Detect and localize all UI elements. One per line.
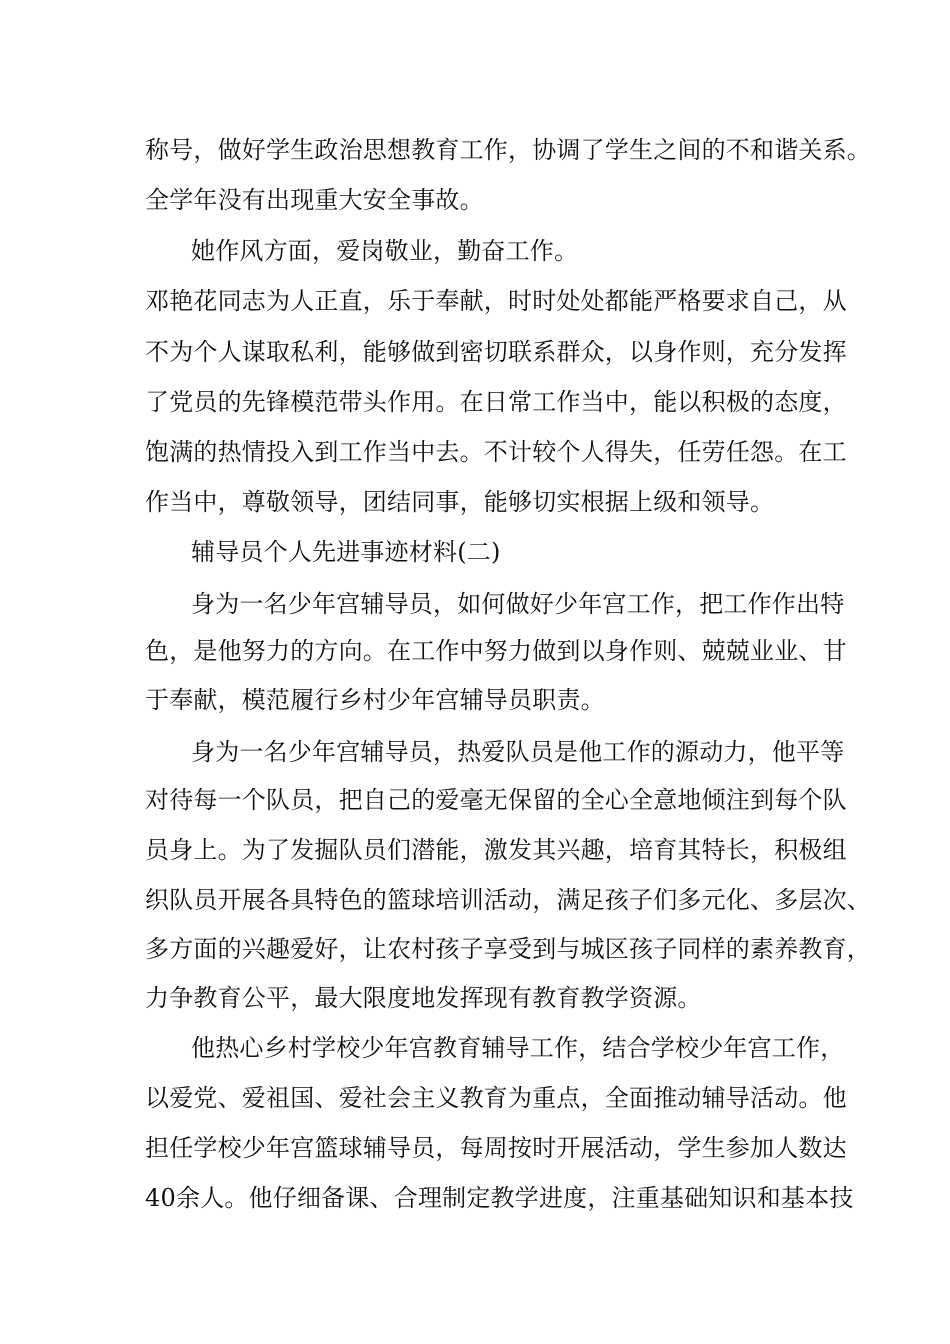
text-line: 织队员开展各具特色的篮球培训活动，满足孩子们多元化、多层次、 xyxy=(145,886,871,914)
text-line: 色，是他努力的方向。在工作中努力做到以身作则、兢兢业业、甘 xyxy=(145,637,847,665)
text-line: 以爱党、爱祖国、爱社会主义教育为重点，全面推动辅导活动。他 xyxy=(145,1084,847,1112)
text-line: 身为一名少年宫辅导员，如何做好少年宫工作，把工作作出特 xyxy=(191,590,845,618)
text-line: 担任学校少年宫篮球辅导员，每周按时开展活动，学生参加人数达 xyxy=(145,1134,847,1162)
text-line: 了党员的先锋模范带头作用。在日常工作当中，能以积极的态度， xyxy=(145,388,847,416)
text-line: 身为一名少年宫辅导员，热爱队员是他工作的源动力，他平等 xyxy=(191,738,845,766)
text-line: 不为个人谋取私利，能够做到密切联系群众，以身作则，充分发挥 xyxy=(145,338,847,366)
text-line: 称号，做好学生政治思想教育工作，协调了学生之间的不和谐关系。 xyxy=(145,136,871,164)
text-line: 于奉献，模范履行乡村少年宫辅导员职责。 xyxy=(145,686,605,714)
text-line: 对待每一个队员，把自己的爱毫无保留的全心全意地倾注到每个队 xyxy=(145,786,847,814)
text-line: 作当中，尊敬领导，团结同事，能够切实根据上级和领导。 xyxy=(145,488,775,516)
text-line: 40余人。他仔细备课、合理制定教学进度，注重基础知识和基本技 xyxy=(145,1184,854,1212)
text-line: 多方面的兴趣爱好，让农村孩子享受到与城区孩子同样的素养教育， xyxy=(145,935,871,963)
text-line: 全学年没有出现重大安全事故。 xyxy=(145,186,484,214)
text-line: 饱满的热情投入到工作当中去。不计较个人得失，任劳任怨。在工 xyxy=(145,438,847,466)
paragraph-heading: 她作风方面，爱岗敬业，勤奋工作。 xyxy=(191,237,579,265)
text-line: 邓艳花同志为人正直，乐于奉献，时时处处都能严格要求自己，从 xyxy=(145,287,847,315)
text-line: 他热心乡村学校少年宫教育辅导工作，结合学校少年宫工作， xyxy=(191,1034,845,1062)
text-line: 员身上。为了发掘队员们潜能，激发其兴趣，培育其特长，积极组 xyxy=(145,836,847,864)
section-title: 辅导员个人先进事迹材料(二) xyxy=(191,538,501,566)
text-line: 力争教育公平，最大限度地发挥现有教育教学资源。 xyxy=(145,984,702,1012)
